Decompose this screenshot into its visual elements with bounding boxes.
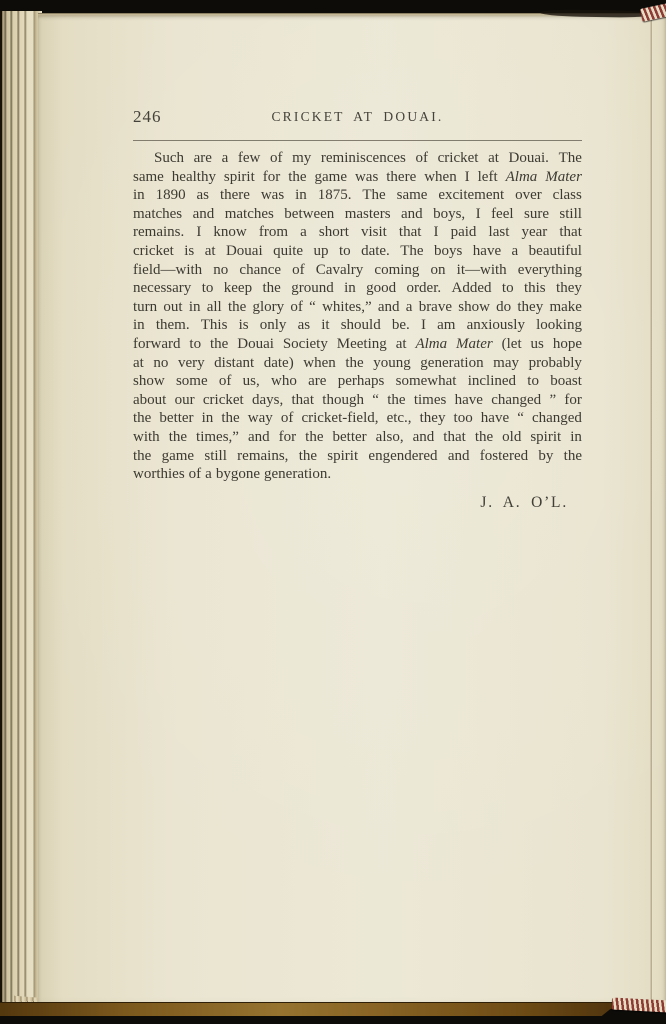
word: fostered: [479, 447, 529, 464]
word: old: [502, 428, 522, 445]
word: looking: [536, 317, 582, 334]
word: days,: [251, 391, 284, 408]
word: very: [177, 354, 205, 371]
word: for: [278, 428, 297, 445]
word: and: [192, 205, 215, 222]
text-line: [133, 429, 582, 448]
word: changed: [491, 391, 542, 408]
word: a: [205, 466, 212, 483]
text-line: [133, 243, 582, 262]
word: “: [372, 391, 379, 408]
word: there: [219, 187, 250, 204]
word: the: [305, 428, 324, 445]
word: Alma: [415, 335, 448, 352]
word: the: [387, 391, 406, 408]
word: “: [517, 410, 524, 427]
word: of: [292, 261, 305, 278]
word: 1890: [155, 187, 186, 204]
word: cricket: [133, 242, 174, 259]
word: brave: [418, 298, 452, 315]
word: changed: [531, 410, 582, 427]
word: Alma: [505, 168, 538, 185]
word: engendered: [368, 447, 438, 464]
word: still: [559, 205, 582, 222]
word: date): [263, 354, 294, 371]
text-line: [133, 169, 582, 188]
text-line: [133, 280, 582, 299]
word: a: [511, 242, 519, 259]
word: the: [168, 428, 188, 445]
word: The: [400, 242, 424, 259]
word: to: [338, 242, 351, 259]
word: as: [297, 317, 311, 334]
word: our: [174, 391, 195, 408]
word: of: [280, 410, 294, 427]
word: reminiscences: [320, 150, 406, 166]
header-rule: [133, 140, 582, 141]
word: by: [538, 447, 554, 464]
word: cricket: [202, 391, 244, 408]
word: have: [480, 410, 510, 427]
word: for: [564, 391, 582, 408]
word: I: [420, 317, 426, 334]
word: masters: [344, 205, 391, 222]
word: matches: [224, 205, 274, 222]
word: they: [419, 410, 446, 427]
word: spirit: [530, 428, 562, 445]
word: on: [430, 261, 446, 278]
word: this: [523, 280, 546, 297]
signature: J. A. O’L.: [480, 493, 568, 511]
word: of: [415, 150, 428, 166]
word: Meeting: [336, 335, 387, 352]
word: my: [292, 150, 312, 166]
word: spirit: [223, 168, 255, 185]
word: boys: [434, 242, 463, 259]
word: in: [133, 317, 145, 334]
word: better: [332, 428, 367, 445]
word: a: [221, 150, 229, 166]
word: is: [184, 242, 195, 259]
word: keep: [223, 280, 253, 297]
text-line: [133, 317, 582, 336]
word: who: [271, 373, 297, 390]
word: boys,: [433, 205, 466, 222]
word: the: [133, 447, 152, 464]
word: in: [188, 298, 201, 315]
word: at: [133, 354, 144, 371]
word: there: [386, 168, 417, 185]
word: generation: [420, 354, 484, 371]
word: to: [527, 373, 539, 390]
word: way: [247, 410, 273, 427]
word: in: [570, 428, 582, 445]
word: probably: [528, 354, 582, 371]
word: it—with: [456, 261, 507, 278]
word: order.: [406, 280, 442, 297]
word: game: [161, 447, 195, 464]
word: to: [201, 280, 214, 297]
word: though: [322, 391, 364, 408]
word: the: [221, 410, 240, 427]
word: that: [443, 428, 466, 445]
word: may: [493, 354, 519, 371]
word: paid: [450, 224, 477, 241]
word: The: [558, 150, 582, 166]
word: necessary: [133, 280, 192, 297]
word: and: [247, 428, 270, 445]
word: This: [200, 317, 228, 334]
word: game: [314, 168, 347, 185]
book-page: [38, 13, 666, 1003]
text-line: [133, 373, 582, 392]
word: same: [133, 168, 164, 185]
word: inclined: [467, 373, 517, 390]
word: when: [303, 354, 336, 371]
word: a: [405, 298, 413, 315]
word: us: [530, 335, 544, 352]
word: show: [133, 373, 165, 390]
word: worthies: [133, 466, 185, 483]
word: times,”: [196, 428, 239, 445]
word: as: [196, 187, 210, 204]
word: at: [395, 335, 407, 352]
word: sure: [523, 205, 549, 222]
word: remains,: [237, 447, 289, 464]
word: know: [213, 224, 247, 241]
word: ”: [549, 391, 557, 408]
word: also,: [375, 428, 404, 445]
word: forward: [133, 335, 181, 352]
word: between: [284, 205, 335, 222]
word: I: [464, 168, 470, 185]
word: over: [515, 187, 542, 204]
word: remains.: [133, 224, 185, 241]
word: at: [204, 242, 216, 259]
word: feel: [491, 205, 514, 222]
text-line: [133, 392, 582, 411]
word: some: [175, 373, 208, 390]
word: still: [204, 447, 227, 464]
word: is: [238, 317, 249, 334]
text-line: [133, 410, 582, 429]
word: no: [213, 261, 229, 278]
word: that: [291, 391, 315, 408]
word: few: [237, 150, 261, 166]
word: cricket-field,: [301, 410, 379, 427]
word: they: [556, 280, 582, 297]
word: no: [153, 354, 169, 371]
word: the: [288, 168, 307, 185]
word: are: [193, 150, 212, 166]
word: for: [262, 168, 281, 185]
word: the: [298, 447, 318, 464]
word: when: [424, 168, 457, 185]
word: should: [340, 317, 381, 334]
word: healthy: [171, 168, 216, 185]
word: field—with: [133, 261, 203, 278]
word: the: [227, 298, 247, 315]
word: have: [454, 391, 483, 408]
word: year: [521, 224, 548, 241]
word: date.: [361, 242, 390, 259]
word: etc.,: [386, 410, 412, 427]
word: class: [552, 187, 582, 204]
word: hope: [552, 335, 582, 352]
word: Cavalry: [315, 261, 364, 278]
text-line: [133, 224, 582, 243]
word: Douai.: [508, 150, 549, 166]
page-header: [133, 106, 582, 128]
word: turn: [133, 298, 158, 315]
word: Mater: [456, 335, 493, 352]
word: out: [163, 298, 183, 315]
book-cover-edge: [0, 1002, 666, 1016]
word: the: [262, 280, 281, 297]
word: make: [549, 298, 582, 315]
word: be.: [391, 317, 410, 334]
word: of: [188, 466, 202, 483]
word: I: [433, 224, 439, 241]
word: quite: [273, 242, 304, 259]
page-number: 246: [133, 107, 162, 126]
word: do: [496, 298, 512, 315]
word: Added: [451, 280, 492, 297]
text-line: [133, 355, 582, 374]
word: ground: [291, 280, 334, 297]
word: the: [133, 410, 152, 427]
word: Society: [282, 335, 328, 352]
word: short: [318, 224, 349, 241]
word: Such: [154, 150, 184, 166]
word: times: [413, 391, 447, 408]
text-line: [133, 448, 582, 467]
text-line: [133, 187, 582, 206]
word: the: [210, 335, 229, 352]
word: excitement: [438, 187, 505, 204]
word: Douai: [225, 242, 263, 259]
word: in: [344, 280, 356, 297]
word: that: [559, 224, 582, 241]
word: everything: [517, 261, 582, 278]
word: that: [398, 224, 422, 241]
word: it: [321, 317, 330, 334]
text-line: [133, 299, 582, 318]
word: and: [412, 428, 435, 445]
word: only: [259, 317, 287, 334]
word: up: [313, 242, 329, 259]
word: in: [133, 187, 145, 204]
word: was: [260, 187, 285, 204]
word: good: [366, 280, 397, 297]
word: and: [377, 298, 400, 315]
word: in: [295, 187, 307, 204]
word: from: [258, 224, 289, 241]
word: better: [159, 410, 194, 427]
page-fold-line: [650, 14, 653, 1003]
word: have: [472, 242, 502, 259]
word: (let: [501, 335, 522, 352]
word: spirit: [327, 447, 359, 464]
text-line: [133, 206, 582, 225]
word: The: [362, 187, 386, 204]
text-line: [133, 336, 582, 355]
text-line: [133, 150, 582, 169]
text-line: [133, 262, 582, 281]
word: same: [396, 187, 428, 204]
word: bygone: [215, 466, 261, 483]
word: about: [133, 391, 167, 408]
word: show: [458, 298, 490, 315]
word: left: [477, 168, 498, 185]
word: “: [309, 298, 316, 315]
word: I: [196, 224, 202, 241]
word: the: [563, 447, 582, 464]
paragraph: [133, 150, 582, 485]
text-line: [133, 466, 582, 485]
word: was: [354, 168, 379, 185]
word: us,: [242, 373, 260, 390]
word: last: [488, 224, 510, 241]
word: distant: [214, 354, 255, 371]
word: of: [218, 373, 232, 390]
word: of: [269, 150, 283, 166]
word: visit: [360, 224, 387, 241]
word: of: [290, 298, 303, 315]
word: cricket: [437, 150, 479, 166]
word: too: [453, 410, 473, 427]
word: 1875.: [317, 187, 352, 204]
word: glory: [252, 298, 285, 315]
word: to: [501, 280, 514, 297]
word: anxiously: [466, 317, 525, 334]
word: whites,”: [322, 298, 372, 315]
word: with: [133, 428, 160, 445]
word: somewhat: [395, 373, 457, 390]
word: boast: [550, 373, 582, 390]
word: to: [189, 335, 202, 352]
word: the: [345, 354, 364, 371]
page-edges-left: [0, 11, 42, 1008]
running-header: CRICKET AT DOUAI.: [271, 109, 444, 124]
word: perhaps: [337, 373, 385, 390]
word: and: [400, 205, 423, 222]
word: Mater: [545, 168, 582, 185]
word: I: [475, 205, 481, 222]
word: matches: [133, 205, 183, 222]
word: generation.: [264, 466, 332, 483]
word: beautiful: [528, 242, 582, 259]
word: am: [437, 317, 456, 334]
word: Douai: [237, 335, 274, 352]
word: young: [373, 354, 411, 371]
word: all: [206, 298, 222, 315]
word: are: [308, 373, 327, 390]
word: them.: [155, 317, 190, 334]
word: a: [300, 224, 307, 241]
word: in: [201, 410, 214, 427]
text-block: [133, 106, 582, 512]
word: coming: [374, 261, 420, 278]
word: chance: [239, 261, 282, 278]
word: the: [474, 428, 494, 445]
word: they: [517, 298, 544, 315]
word: and: [447, 447, 470, 464]
word: at: [488, 150, 499, 166]
